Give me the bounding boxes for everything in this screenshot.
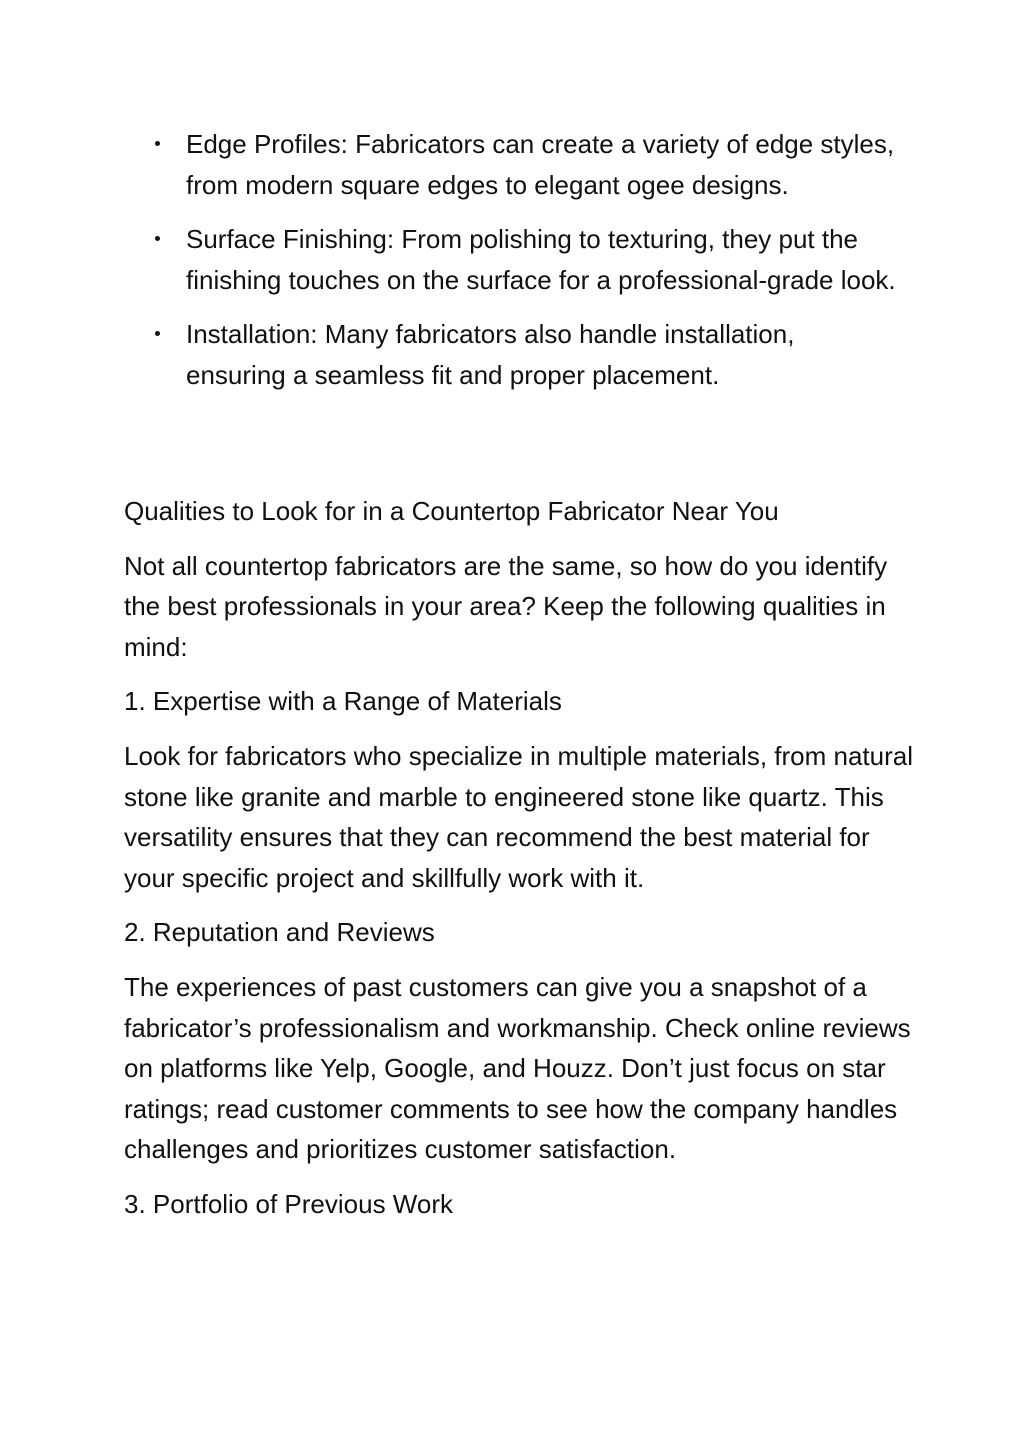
bullet-icon	[155, 331, 160, 336]
item-body-expertise: Look for fabricators who specialize in multiple materials, from natural stone like granite and marble to engineered stone like quartz. This versatility ensures that they can recommend the best material for your specific project and skillfully work with it.	[124, 740, 914, 893]
item-heading-reputation: 2. Reputation and Reviews	[124, 917, 435, 948]
item-heading-expertise: 1. Expertise with a Range of Materials	[124, 686, 562, 717]
bullet-text: Edge Profiles: Fabricators can create a variety of edge styles, from modern square edges to elegant ogee designs.	[186, 129, 895, 200]
bullet-text: Surface Finishing: From polishing to texturing, they put the finishing touches on the surface for a professional-grade look.	[186, 224, 896, 295]
bullet-icon	[155, 236, 160, 241]
item-heading-portfolio: 3. Portfolio of Previous Work	[124, 1188, 453, 1219]
bullet-icon	[155, 141, 160, 146]
item-body-reputation: The experiences of past customers can give you a snapshot of a fabricator’s professionalism and workmanship. Check online reviews on platforms like Yelp, Google, and Houzz. Don’t just focus on star ratings; read customer comments to see how the company handles challenges and prioritizes customer satisfaction.	[124, 971, 911, 1165]
bullet-item	[186, 124, 896, 205]
bullet-item	[186, 314, 896, 395]
body-text	[124, 491, 914, 1239]
intro-paragraph: Not all countertop fabricators are the same, so how do you identify the best professionals in your area? Keep the following qualities in mind:	[124, 550, 888, 662]
bullet-text: Installation: Many fabricators also handle installation, ensuring a seamless fit and proper placement.	[186, 319, 795, 390]
bullet-list	[186, 124, 896, 410]
section-heading: Qualities to Look for in a Countertop Fabricator Near You	[124, 496, 779, 526]
bullet-item	[186, 219, 896, 300]
